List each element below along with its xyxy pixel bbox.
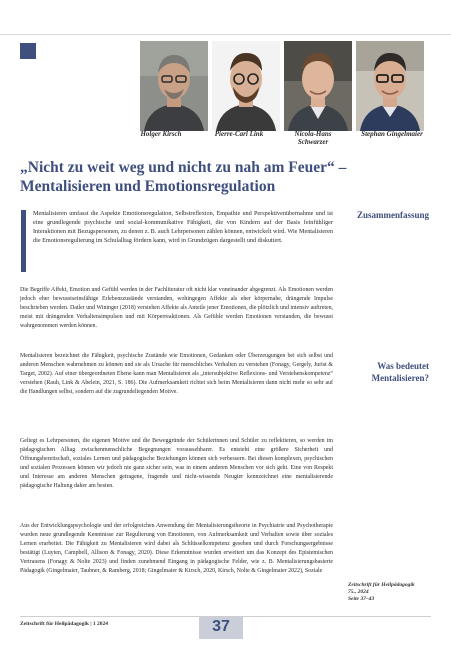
paragraph-1: Die Begriffe Affekt, Emotion und Gefühl werden in der Fachliteratur oft nicht klar voneinander abgegrenzt. Als Emotionen werden jedoch eher bewusstseinsfähige Erlebenszustände verstanden, wohingegen Affekte als eher körpernahe, drängende Impulse beschrieben werden. Datler und Wininger (2018) verstehen Affekte als Anteile jener Emotionen, die plötzlich und intensiv auftreten, meist mit drängenden Verhaltensimpulsen und mit Körperreaktionen. Als Gefühle werden Emotionen verstanden, die bewusst wahrgenommen werden können. — [20, 287, 333, 330]
top-rule — [0, 34, 451, 35]
paragraph-2: Mentalisieren bezeichnet die Fähigkeit, psychische Zustände wie Emotionen, Gedanken oder Überzeugungen bei sich selbst und anderen Menschen wahrnehmen zu können und sie als Ursache für menschliches Verhalten zu verstehen (Fonagy, Gergely, Jurist & Target, 2002). Auf einer übergeordneten Ebene kann man Mentalisieren als „intersubjektive Reflexions- und Verstehenskompetenz“ verstehen (Rauh, Link & Abelein, 2021, S. 186). Die Aufmerksamkeit richtet sich beim Mentalisieren dann nicht mehr so sehr auf die Handlungen selbst, sondern auf die zugrundeliegenden Motive. — [20, 353, 333, 396]
article-title: „Nicht zu weit weg und nicht zu nah am Feuer“ – Mentalisieren und Emotionsregulation — [20, 159, 347, 195]
author-name-gingelmaier: Stephan Gingelmaier — [361, 130, 423, 138]
footer-journal: Zeitschrift für Heilpädagogik | 1 2024 — [20, 621, 109, 627]
abstract-bar — [21, 210, 26, 272]
page-number: 37 — [212, 618, 230, 635]
paragraph-3: Geltegt es Lehrpersonen, die eigenen Motive und die Beweggründe der Schülerinnen und Schüler zu reflektieren, so werden im pädagogischen Alltag zwischenmenschliche Begegnungen voraussehbarer. Es entsteht eine größere Sicherheit und Öffnungsbereitschaft, soziales Lernen und pädagogische Beziehungen können sich verbessern. Bei diesen komplexen, psychischen und sozialen Prozessen können wir jedoch nie ganz sicher sein, was in einem anderen Menschen vor sich geht. Eine von Respekt und Interesse am anderen Menschen getragene, fragende und nicht-wissende Neugier kennzeichnet eine mentalisierende pädagogische Haltung daher am besten. — [20, 438, 333, 490]
summary-heading: Zusammenfassung — [356, 210, 429, 220]
abstract-text: Mentalisieren umfasst die Aspekte Emotionsregulation, Selbstreflexion, Empathie und Perspektivenübernahme und ist eine grundlegende psychische und sozial-kommunikative Fähigkeit, die von Kindern auf der Basis feinfühliger Interaktionen mit Bezugspersonen, zu denen z. B. auch Lehrpersonen zählen können, entwickelt wird. Wie Mentalisieren die Emotionsregulierung im Schulalltag fördern kann, wird in Grundzügen dargestellt und diskutiert. — [33, 210, 333, 245]
author-photo-schwarzer — [284, 41, 352, 131]
question-heading: Was bedeutet Mentalisieren? — [371, 361, 429, 383]
journal-citation: Zeitschrift für Heilpädagogik 75., 2024 Seite 37–43 — [348, 582, 415, 602]
paragraph-4: Aus der Entwicklungspsychologie und der erfolgreichen Anwendung der Mentalisierungstheorie in Psychiatrie und Psychotherapie wurden neue grundlegende Kenntnisse zur Regulierung von Emotionen, von Aufmerksamkeit und Verhalten sowie über soziales Lernen erarbeitet. Die Fähigkeit zu Mentalisieren wird dabei als Schlüsselkompetenz gesehen und durch Forschungsergebnisse bestätigt (Luyten, Campbell, Allison & Fonagy, 2020). Diese Erkenntnisse wurden erweitert um das Konzept des Epistemischen Vertrauens (Fonagy & Nolte 2023) und finden zunehmend Eingang in pädagogische Felder, wie z. B. Mentalisierungsbasierte Pädagogik (Gingelmaier, Taubner, & Ramberg, 2018; Gingelmaier & Kirsch, 2020, Kirsch, Nolte & Gingelmaier 2022), Soziale — [20, 523, 333, 575]
author-photo-link — [212, 41, 280, 131]
author-name-schwarzer: Nicola-Hans Schwarzer — [294, 130, 332, 146]
author-photo-kirsch — [140, 41, 208, 131]
author-photo-gingelmaier — [356, 41, 424, 131]
author-name-link: Pierre-Carl Link — [214, 130, 264, 138]
author-name-kirsch: Holger Kirsch — [140, 130, 182, 138]
corner-square — [20, 43, 36, 59]
